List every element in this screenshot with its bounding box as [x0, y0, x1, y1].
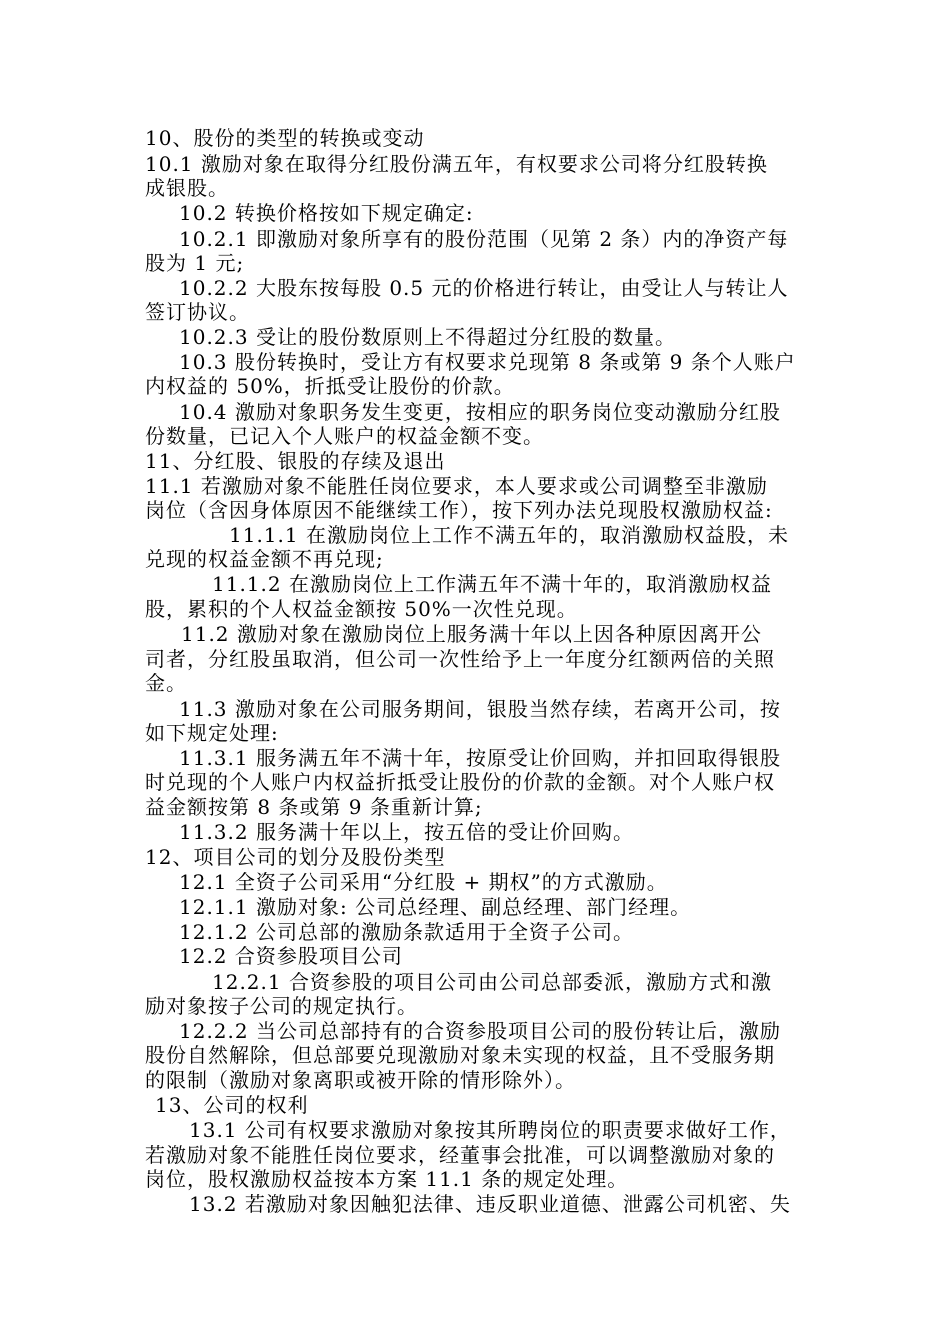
heading-section-10: 10、股份的类型的转换或变动 [145, 126, 425, 150]
text-line: 签订协议。 [145, 300, 250, 324]
text-line: 12.1.2 公司总部的激励条款适用于全资子公司。 [179, 920, 634, 944]
text-line: 11.1.1 在激励岗位上工作不满五年的，取消激励权益股，未 [229, 523, 789, 547]
text-line: 11.3.2 服务满十年以上，按五倍的受让价回购。 [179, 820, 634, 844]
text-line: 岗位（含因身体原因不能继续工作），按下列办法兑现股权激励权益: [145, 498, 773, 522]
text-line: 12.2 合资参股项目公司 [179, 944, 403, 968]
text-line: 11.2 激励对象在激励岗位上服务满十年以上因各种原因离开公 [181, 622, 762, 646]
text-line: 13.1 公司有权要求激励对象按其所聘岗位的职责要求做好工作， [189, 1118, 791, 1142]
heading-section-13: 13、公司的权利 [155, 1093, 309, 1117]
text-line: 11.3.1 服务满五年不满十年，按原受让价回购，并扣回取得银股 [179, 746, 781, 770]
text-line: 股，累积的个人权益金额按 50%一次性兑现。 [145, 597, 578, 621]
text-line: 10.4 激励对象职务发生变更，按相应的职务岗位变动激励分红股 [179, 400, 781, 424]
text-line: 10.2.1 即激励对象所享有的股份范围（见第 2 条）内的净资产每 [179, 227, 789, 251]
text-line: 10.2.3 受让的股份数原则上不得超过分红股的数量。 [179, 325, 676, 349]
text-line: 11.1.2 在激励岗位上工作满五年不满十年的，取消激励权益 [212, 572, 772, 596]
text-line: 如下规定处理: [145, 721, 279, 745]
text-line: 若激励对象不能胜任岗位要求，经董事会批准，可以调整激励对象的 [145, 1143, 775, 1167]
text-line: 岗位，股权激励权益按本方案 11.1 条的规定处理。 [145, 1167, 629, 1191]
text-line: 股为 1 元; [145, 251, 245, 275]
heading-section-11: 11、分红股、银股的存续及退出 [145, 449, 446, 473]
text-line: 内权益的 50%，折抵受让股份的价款。 [145, 374, 515, 398]
text-line: 12.2.2 当公司总部持有的合资参股项目公司的股份转让后，激励 [179, 1019, 781, 1043]
text-line: 股份自然解除，但总部要兑现激励对象未实现的权益，且不受服务期 [145, 1043, 775, 1067]
text-line: 兑现的权益金额不再兑现; [145, 547, 384, 571]
text-line: 成银股。 [145, 176, 229, 200]
text-line: 12.1 全资子公司采用“分红股 + 期权”的方式激励。 [179, 870, 668, 894]
text-line: 10.3 股份转换时，受让方有权要求兑现第 8 条或第 9 条个人账户 [179, 350, 796, 374]
text-line: 12.2.1 合资参股的项目公司由公司总部委派，激励方式和激 [212, 970, 772, 994]
heading-section-12: 12、项目公司的划分及股份类型 [145, 845, 446, 869]
text-line: 的限制（激励对象离职或被开除的情形除外）。 [145, 1068, 576, 1092]
text-line: 时兑现的个人账户内权益折抵受让股份的价款的金额。对个人账户权 [145, 770, 775, 794]
text-line: 励对象按子公司的规定执行。 [145, 994, 418, 1018]
text-line: 份数量，已记入个人账户的权益金额不变。 [145, 424, 544, 448]
text-line: 11.3 激励对象在公司服务期间，银股当然存续，若离开公司，按 [179, 697, 781, 721]
text-line: 11.1 若激励对象不能胜任岗位要求，本人要求或公司调整至非激励 [145, 474, 768, 498]
text-line: 益金额按第 8 条或第 9 条重新计算; [145, 795, 483, 819]
text-line: 10.1 激励对象在取得分红股份满五年，有权要求公司将分红股转换 [145, 152, 768, 176]
text-line: 司者，分红股虽取消，但公司一次性给予上一年度分红额两倍的关照 [145, 647, 775, 671]
text-line: 10.2 转换价格按如下规定确定: [179, 201, 474, 225]
text-line: 13.2 若激励对象因触犯法律、违反职业道德、泄露公司机密、失 [189, 1192, 791, 1216]
text-line: 12.1.1 激励对象: 公司总经理、副总经理、部门经理。 [179, 895, 692, 919]
text-line: 金。 [145, 671, 187, 695]
text-line: 10.2.2 大股东按每股 0.5 元的价格进行转让，由受让人与转让人 [179, 276, 789, 300]
